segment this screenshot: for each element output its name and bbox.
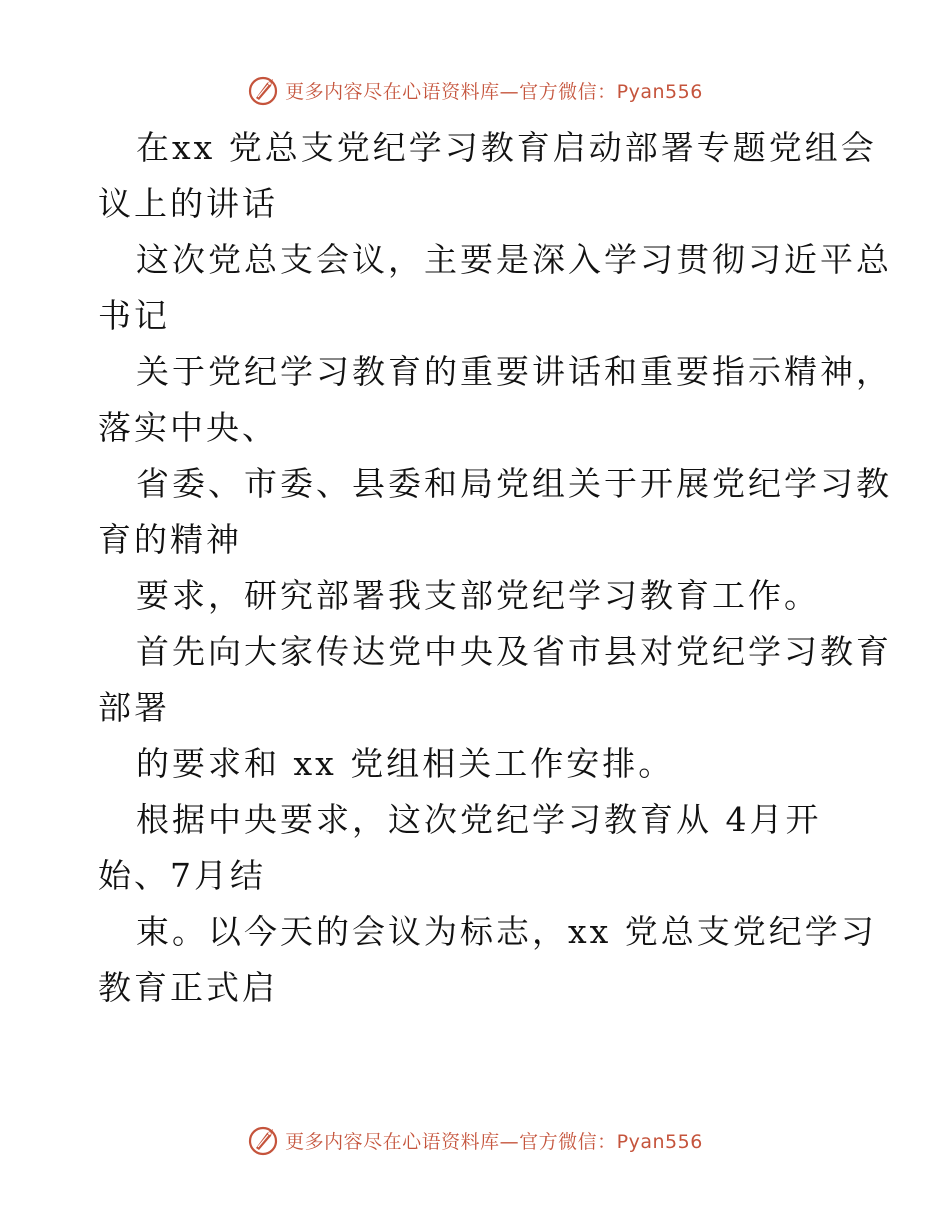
text-line: 教育正式启 <box>98 968 278 1007</box>
text-line: 省委、市委、县委和局党组关于开展党纪学习教 <box>136 464 892 503</box>
text-line: 落实中央、 <box>98 408 278 447</box>
text-line: 书记 <box>98 296 170 335</box>
text-line: 要求，研究部署我支部党纪学习教育工作。 <box>136 576 820 615</box>
text-line: 根据中央要求，这次党纪学习教育从 4月开 <box>136 800 822 839</box>
text-line: 始、7月结 <box>98 856 266 895</box>
header-banner <box>0 70 950 110</box>
text-line: 育的精神 <box>98 520 242 559</box>
pen-nib-logo-icon <box>247 1123 281 1157</box>
footer-banner <box>0 1120 950 1160</box>
text-line: 议上的讲话 <box>98 184 278 223</box>
text-line: 的要求和 xx 党组相关工作安排。 <box>136 744 675 783</box>
banner-text: 更多内容尽在心语资料库—官方微信：Pyan556 <box>285 80 703 103</box>
text-line: 部署 <box>98 688 170 727</box>
document-body <box>98 120 892 1016</box>
text-line: 这次党总支会议，主要是深入学习贯彻习近平总 <box>136 240 892 279</box>
text-line: 在xx 党总支党纪学习教育启动部署专题党组会 <box>136 128 877 167</box>
text-line: 首先向大家传达党中央及省市县对党纪学习教育 <box>136 632 892 671</box>
text-line: 束。以今天的会议为标志，xx 党总支党纪学习 <box>136 912 877 951</box>
banner-text: 更多内容尽在心语资料库—官方微信：Pyan556 <box>285 1130 703 1153</box>
text-line: 关于党纪学习教育的重要讲话和重要指示精神， <box>136 352 892 391</box>
pen-nib-logo-icon <box>247 73 281 107</box>
